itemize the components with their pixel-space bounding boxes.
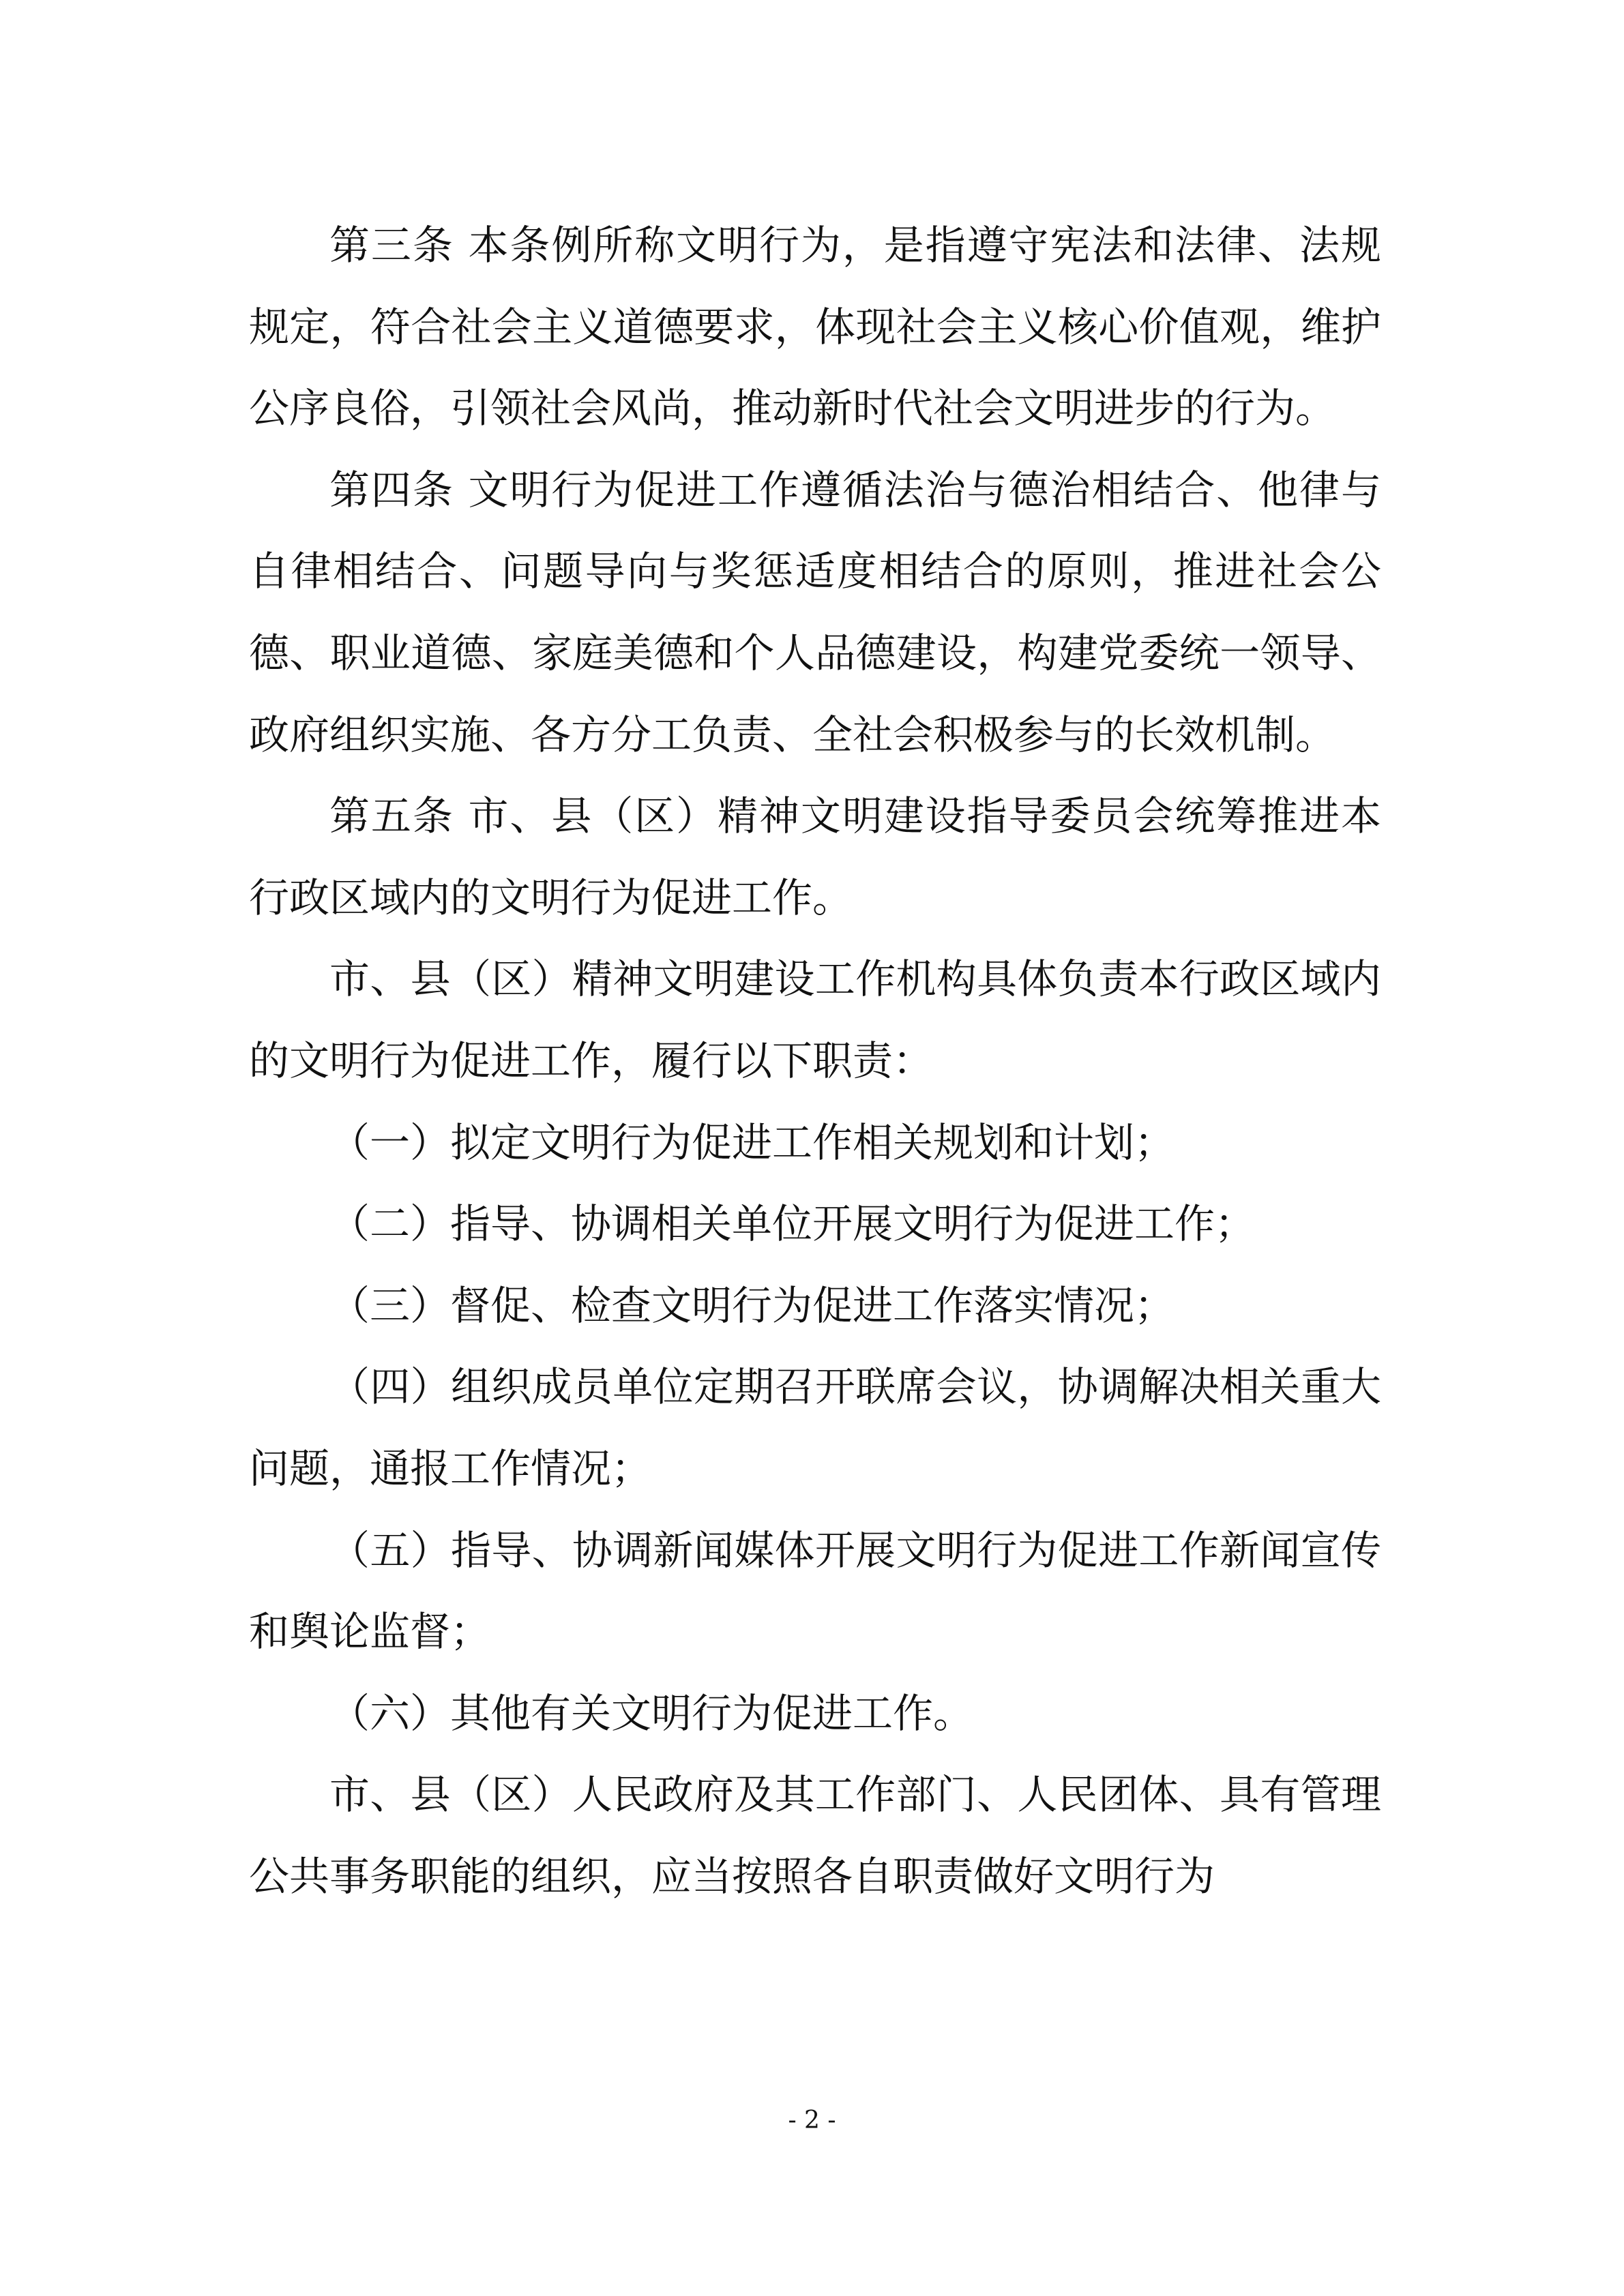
duty-item-1: （一）拟定文明行为促进工作相关规划和计划； [329,1118,1175,1166]
duty-item-2: （二）指导、协调相关单位开展文明行为促进工作； [329,1200,1256,1248]
article-3-paragraph: 第三条 本条例所称文明行为，是指遵守宪法和法律、法规规定，符合社会主义道德要求，体现社会主义核心价值观，维护公序良俗，引领社会风尚，推动新时代社会文明进步的行为。 [249,222,1381,432]
duty-item-6: （六）其他有关文明行为促进工作。 [329,1689,974,1737]
duty-item-5: （五）指导、协调新闻媒体开展文明行为促进工作新闻宣传和舆论监督； [249,1526,1381,1656]
article-5-paragraph: 第五条 市、县（区）精神文明建设指导委员会统筹推进本行政区域内的文明行为促进工作。 [249,792,1381,921]
duty-item-3: （三）督促、检查文明行为促进工作落实情况； [329,1281,1175,1329]
duty-item-4: （四）组织成员单位定期召开联席会议，协调解决相关重大问题，通报工作情况； [249,1363,1381,1492]
document-body [249,205,1381,1917]
article-4-paragraph: 第四条 文明行为促进工作遵循法治与德治相结合、他律与自律相结合、问题导向与奖惩适度相结合的原则，推进社会公德、职业道德、家庭美德和个人品德建设，构建党委统一领导、政府组织实施、各方分工负责、全社会积极参与的长效机制。 [249,466,1381,758]
duties-intro-paragraph: 市、县（区）精神文明建设工作机构具体负责本行政区域内的文明行为促进工作，履行以下职责： [249,955,1381,1084]
government-duties-paragraph: 市、县（区）人民政府及其工作部门、人民团体、具有管理公共事务职能的组织，应当按照各自职责做好文明行为 [249,1771,1381,1900]
page-number: - 2 - [788,2106,836,2134]
